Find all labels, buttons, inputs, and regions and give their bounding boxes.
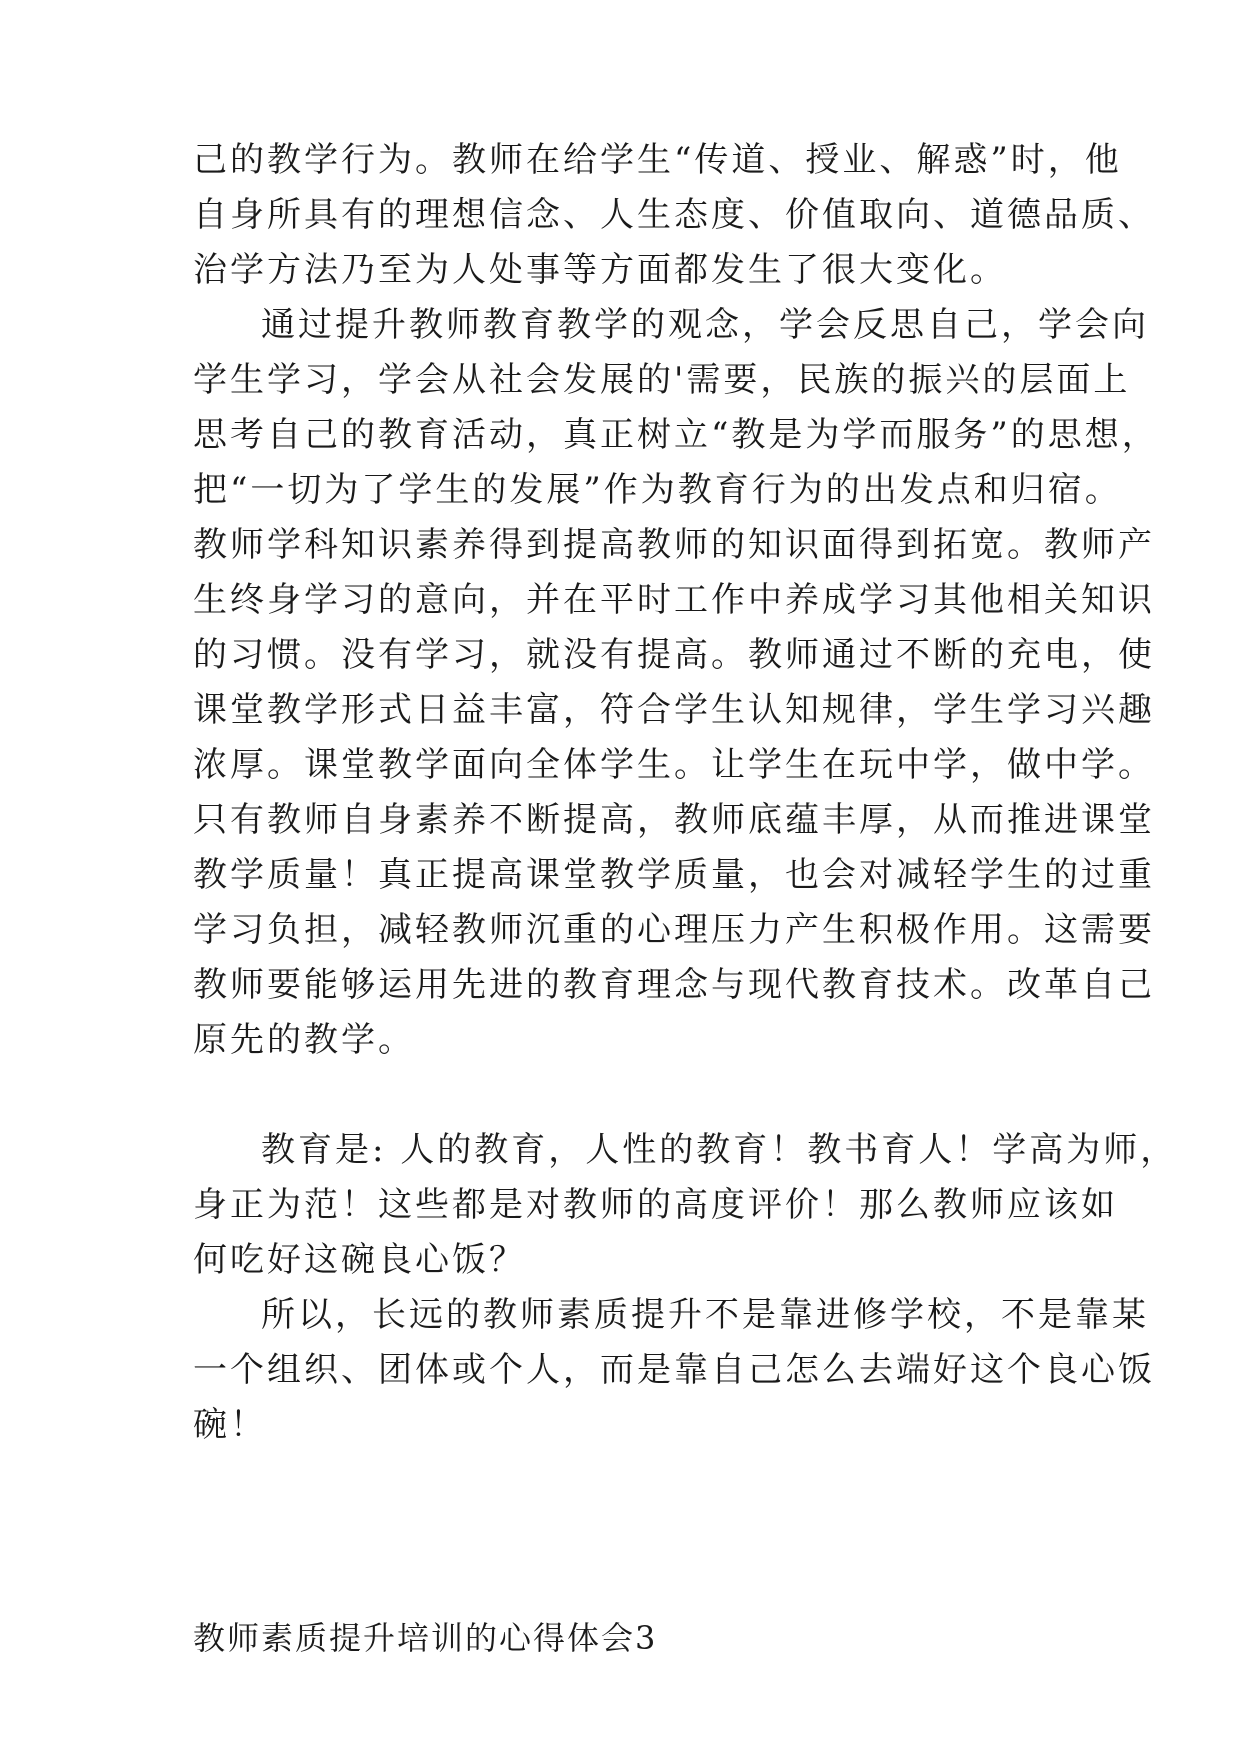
text-line: 思考自己的教育活动，真正树立“教是为学而服务”的思想， [193,415,1159,455]
text-line: 教师要能够运用先进的教育理念与现代教育技术。改革自己 [193,965,1155,1005]
text-line: 只有教师自身素养不断提高，教师底蕴丰厚，从而推进课堂 [193,800,1155,840]
text-line: 教师学科知识素养得到提高教师的知识面得到拓宽。教师产 [193,525,1155,565]
section-title: 教师素质提升培训的心得体会3 [193,1619,658,1657]
text-line: 原先的教学。 [193,1020,415,1060]
text-line: 教学质量！真正提高课堂教学质量，也会对减轻学生的过重 [193,855,1155,895]
text-line: 身正为范！这些都是对教师的高度评价！那么教师应该如 [193,1185,1118,1225]
text-line: 一个组织、团体或个人，而是靠自己怎么去端好这个良心饭 [193,1350,1155,1390]
text-line: 治学方法乃至为人处事等方面都发生了很大变化。 [193,250,1007,290]
text-line: 何吃好这碗良心饭？ [193,1240,526,1280]
text-line: 学生学习，学会从社会发展的'需要，民族的振兴的层面上 [193,360,1131,400]
text-line: 己的教学行为。教师在给学生“传道、授业、解惑”时，他 [193,140,1122,180]
text-line: 的习惯。没有学习，就没有提高。教师通过不断的充电，使 [193,635,1155,675]
text-line: 自身所具有的理想信念、人生态度、价值取向、道德品质、 [193,195,1155,235]
text-line: 通过提升教师教育教学的观念，学会反思自己，学会向 [261,305,1149,345]
text-line: 课堂教学形式日益丰富，符合学生认知规律，学生学习兴趣 [193,690,1155,730]
text-line: 碗！ [193,1405,267,1445]
text-line: 把“一切为了学生的发展”作为教育行为的出发点和归宿。 [193,470,1122,510]
text-line: 学习负担，减轻教师沉重的心理压力产生积极作用。这需要 [193,910,1155,950]
text-line: 教育是: 人的教育，人性的教育！教书育人！学高为师， [261,1130,1178,1170]
text-line: 浓厚。课堂教学面向全体学生。让学生在玩中学，做中学。 [193,745,1155,785]
text-line: 生终身学习的意向，并在平时工作中养成学习其他相关知识 [193,580,1155,620]
text-line: 所以，长远的教师素质提升不是靠进修学校，不是靠某 [261,1295,1149,1335]
